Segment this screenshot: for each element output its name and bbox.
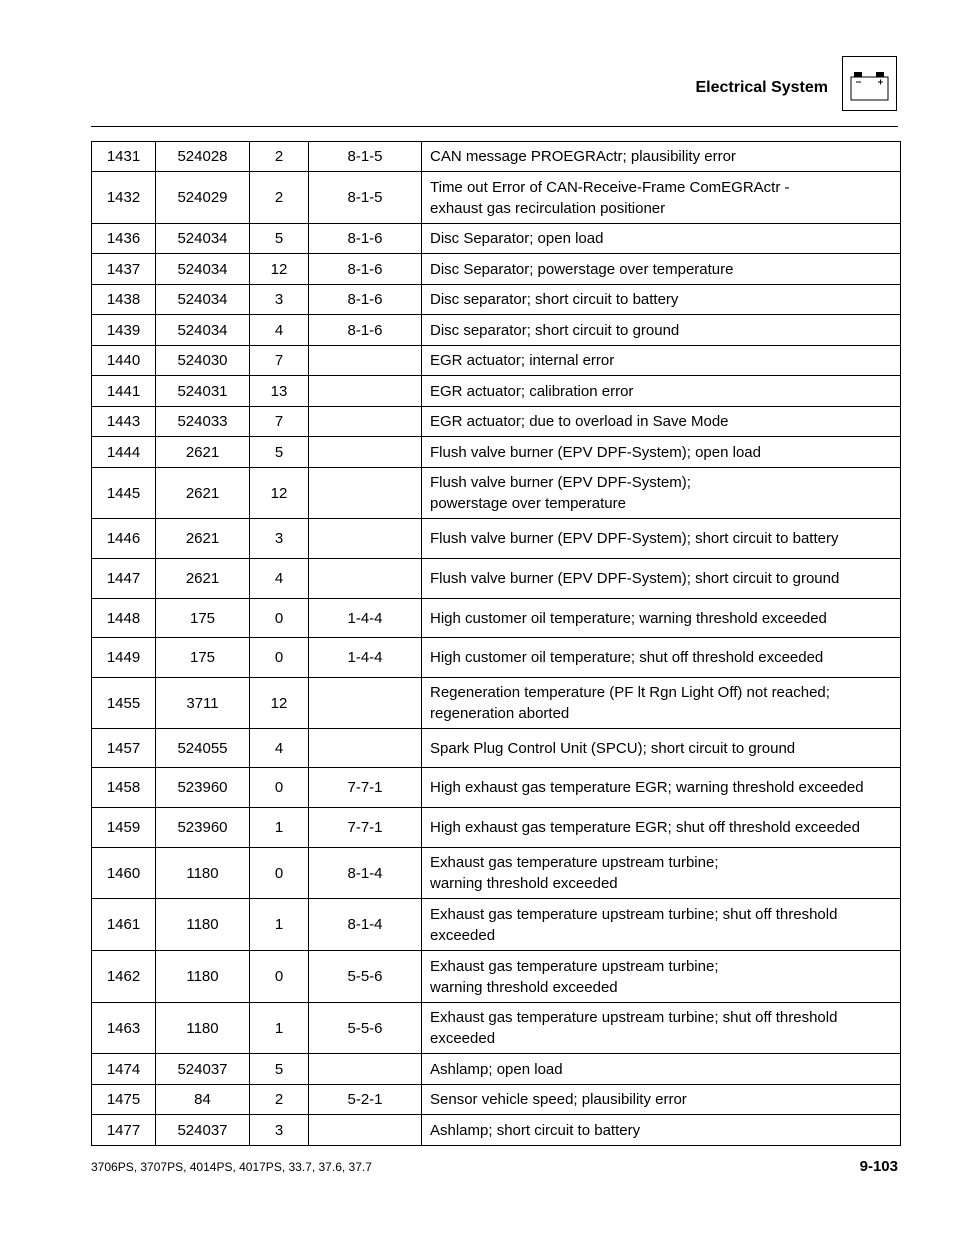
description-cell: EGR actuator; internal error: [422, 346, 901, 376]
spn-cell: 84: [156, 1085, 250, 1115]
spn-cell: 175: [156, 638, 250, 678]
code-cell: 1437: [92, 254, 156, 285]
description-line: Exhaust gas temperature upstream turbine;: [430, 854, 719, 871]
description-cell: Spark Plug Control Unit (SPCU); short circuit to ground: [422, 729, 901, 768]
spn-cell: 523960: [156, 808, 250, 848]
code-cell: 1445: [92, 468, 156, 519]
spn-cell: 524031: [156, 376, 250, 407]
fmi-cell: 12: [250, 678, 309, 729]
code-cell: 1447: [92, 559, 156, 599]
ref-cell: [309, 1054, 422, 1085]
description-line: powerstage over temperature: [430, 495, 626, 512]
description-cell: [422, 1003, 901, 1054]
table-row: [92, 142, 901, 172]
code-cell: 1444: [92, 437, 156, 468]
fmi-cell: 3: [250, 519, 309, 559]
description-line: Regeneration temperature (PF lt Rgn Light Off) not reached;: [430, 684, 830, 701]
table-row: [92, 437, 901, 468]
ref-cell: [309, 437, 422, 468]
code-cell: 1458: [92, 768, 156, 808]
spn-cell: 2621: [156, 519, 250, 559]
table-row: [92, 376, 901, 407]
description-cell: EGR actuator; due to overload in Save Mode: [422, 407, 901, 437]
code-cell: 1446: [92, 519, 156, 559]
description-line: warning threshold exceeded: [430, 875, 618, 892]
table-row: [92, 768, 901, 808]
spn-cell: 524028: [156, 142, 250, 172]
table-row: [92, 224, 901, 254]
fmi-cell: 3: [250, 1115, 309, 1146]
spn-cell: 524034: [156, 285, 250, 315]
ref-cell: 7-7-1: [309, 768, 422, 808]
fmi-cell: 0: [250, 951, 309, 1003]
fmi-cell: 0: [250, 768, 309, 808]
table-row: [92, 848, 901, 899]
spn-cell: 1180: [156, 899, 250, 951]
table-row: [92, 519, 901, 559]
ref-cell: 8-1-4: [309, 899, 422, 951]
ref-cell: [309, 678, 422, 729]
description-cell: CAN message PROEGRActr; plausibility error: [422, 142, 901, 172]
fmi-cell: 1: [250, 899, 309, 951]
table-row: [92, 678, 901, 729]
table-row: [92, 315, 901, 346]
description-cell: Flush valve burner (EPV DPF-System); open load: [422, 437, 901, 468]
spn-cell: 524037: [156, 1054, 250, 1085]
code-cell: 1475: [92, 1085, 156, 1115]
description-line: exceeded: [430, 926, 496, 944]
ref-cell: [309, 468, 422, 519]
ref-cell: [309, 729, 422, 768]
fmi-cell: 2: [250, 172, 309, 224]
code-cell: 1440: [92, 346, 156, 376]
ref-cell: 1-4-4: [309, 599, 422, 638]
code-cell: 1448: [92, 599, 156, 638]
description-cell: Flush valve burner (EPV DPF-System); short circuit to battery: [422, 519, 901, 559]
ref-cell: 8-1-4: [309, 848, 422, 899]
fmi-cell: 12: [250, 254, 309, 285]
description-cell: High customer oil temperature; warning threshold exceeded: [422, 599, 901, 638]
code-cell: 1460: [92, 848, 156, 899]
fmi-cell: 0: [250, 638, 309, 678]
code-cell: 1449: [92, 638, 156, 678]
table-row: [92, 808, 901, 848]
spn-cell: 3711: [156, 678, 250, 729]
code-cell: 1436: [92, 224, 156, 254]
fmi-cell: 4: [250, 315, 309, 346]
table-row: [92, 346, 901, 376]
table-row: [92, 599, 901, 638]
spn-cell: 2621: [156, 437, 250, 468]
description-cell: Disc separator; short circuit to ground: [422, 315, 901, 346]
fmi-cell: 1: [250, 808, 309, 848]
spn-cell: 1180: [156, 951, 250, 1003]
header-divider: [91, 126, 898, 127]
ref-cell: [309, 519, 422, 559]
table-row: [92, 1085, 901, 1115]
description-line: regeneration aborted: [430, 705, 570, 722]
ref-cell: [309, 346, 422, 376]
fmi-cell: 0: [250, 848, 309, 899]
table-row: [92, 285, 901, 315]
code-cell: 1474: [92, 1054, 156, 1085]
table-row: [92, 407, 901, 437]
ref-cell: 8-1-6: [309, 315, 422, 346]
table-row: [92, 172, 901, 224]
spn-cell: 523960: [156, 768, 250, 808]
table-row: [92, 559, 901, 599]
code-cell: 1457: [92, 729, 156, 768]
spn-cell: 175: [156, 599, 250, 638]
ref-cell: [309, 376, 422, 407]
description-cell: High exhaust gas temperature EGR; warning threshold exceeded: [422, 768, 901, 808]
description-line: exceeded: [430, 1030, 496, 1047]
table-row: [92, 638, 901, 678]
code-cell: 1439: [92, 315, 156, 346]
fmi-cell: 4: [250, 559, 309, 599]
spn-cell: 524037: [156, 1115, 250, 1146]
spn-cell: 524055: [156, 729, 250, 768]
page-number: 9-103: [859, 1158, 898, 1175]
code-cell: 1462: [92, 951, 156, 1003]
spn-cell: 1180: [156, 1003, 250, 1054]
table-row: [92, 729, 901, 768]
fmi-cell: 3: [250, 285, 309, 315]
table-row: [92, 1054, 901, 1085]
ref-cell: 5-5-6: [309, 951, 422, 1003]
spn-cell: 524030: [156, 346, 250, 376]
ref-cell: 7-7-1: [309, 808, 422, 848]
battery-icon: [842, 56, 897, 111]
code-cell: 1463: [92, 1003, 156, 1054]
ref-cell: 1-4-4: [309, 638, 422, 678]
code-cell: 1441: [92, 376, 156, 407]
spn-cell: 524034: [156, 254, 250, 285]
table-row: [92, 1115, 901, 1146]
description-cell: Disc Separator; powerstage over temperature: [422, 254, 901, 285]
ref-cell: 8-1-5: [309, 172, 422, 224]
fmi-cell: 12: [250, 468, 309, 519]
table-row: [92, 254, 901, 285]
description-line: Exhaust gas temperature upstream turbine; shut off threshold: [430, 905, 838, 923]
table-row: [92, 1003, 901, 1054]
spn-cell: 524029: [156, 172, 250, 224]
description-cell: [422, 951, 901, 1003]
code-cell: 1455: [92, 678, 156, 729]
fmi-cell: 4: [250, 729, 309, 768]
fault-code-table: [91, 141, 901, 1146]
description-cell: High exhaust gas temperature EGR; shut off threshold exceeded: [422, 808, 901, 848]
description-cell: Flush valve burner (EPV DPF-System); short circuit to ground: [422, 559, 901, 599]
spn-cell: 1180: [156, 848, 250, 899]
spn-cell: 524034: [156, 315, 250, 346]
fmi-cell: 7: [250, 346, 309, 376]
description-line: warning threshold exceeded: [430, 978, 618, 996]
fmi-cell: 0: [250, 599, 309, 638]
footer-model-list: 3706PS, 3707PS, 4014PS, 4017PS, 33.7, 37.6, 37.7: [91, 1160, 372, 1174]
fmi-cell: 1: [250, 1003, 309, 1054]
table-row: [92, 468, 901, 519]
table-row: [92, 899, 901, 951]
description-line: Flush valve burner (EPV DPF-System);: [430, 474, 691, 491]
spn-cell: 524034: [156, 224, 250, 254]
spn-cell: 2621: [156, 559, 250, 599]
table-row: [92, 951, 901, 1003]
description-cell: [422, 899, 901, 951]
spn-cell: 2621: [156, 468, 250, 519]
ref-cell: 5-2-1: [309, 1085, 422, 1115]
ref-cell: [309, 1115, 422, 1146]
section-title: Electrical System: [695, 79, 828, 96]
code-cell: 1432: [92, 172, 156, 224]
ref-cell: 8-1-5: [309, 142, 422, 172]
ref-cell: 8-1-6: [309, 224, 422, 254]
description-cell: High customer oil temperature; shut off threshold exceeded: [422, 638, 901, 678]
spn-cell: 524033: [156, 407, 250, 437]
ref-cell: 5-5-6: [309, 1003, 422, 1054]
fmi-cell: 5: [250, 224, 309, 254]
description-cell: Disc separator; short circuit to battery: [422, 285, 901, 315]
fmi-cell: 5: [250, 437, 309, 468]
fmi-cell: 2: [250, 1085, 309, 1115]
fmi-cell: 2: [250, 142, 309, 172]
ref-cell: 8-1-6: [309, 285, 422, 315]
description-line: Exhaust gas temperature upstream turbine;: [430, 957, 719, 975]
description-cell: Ashlamp; short circuit to battery: [422, 1115, 901, 1146]
description-line: exhaust gas recirculation positioner: [430, 199, 666, 217]
description-cell: [422, 848, 901, 899]
description-line: Exhaust gas temperature upstream turbine; shut off threshold: [430, 1009, 838, 1026]
code-cell: 1477: [92, 1115, 156, 1146]
code-cell: 1459: [92, 808, 156, 848]
ref-cell: [309, 559, 422, 599]
description-cell: [422, 468, 901, 519]
code-cell: 1431: [92, 142, 156, 172]
code-cell: 1461: [92, 899, 156, 951]
description-cell: EGR actuator; calibration error: [422, 376, 901, 407]
code-cell: 1443: [92, 407, 156, 437]
ref-cell: [309, 407, 422, 437]
fmi-cell: 5: [250, 1054, 309, 1085]
ref-cell: 8-1-6: [309, 254, 422, 285]
code-cell: 1438: [92, 285, 156, 315]
description-line: Time out Error of CAN-Receive-Frame ComEGRActr -: [430, 178, 790, 196]
description-cell: Sensor vehicle speed; plausibility error: [422, 1085, 901, 1115]
description-cell: [422, 678, 901, 729]
fmi-cell: 7: [250, 407, 309, 437]
fmi-cell: 13: [250, 376, 309, 407]
description-cell: Ashlamp; open load: [422, 1054, 901, 1085]
description-cell: [422, 172, 901, 224]
description-cell: Disc Separator; open load: [422, 224, 901, 254]
